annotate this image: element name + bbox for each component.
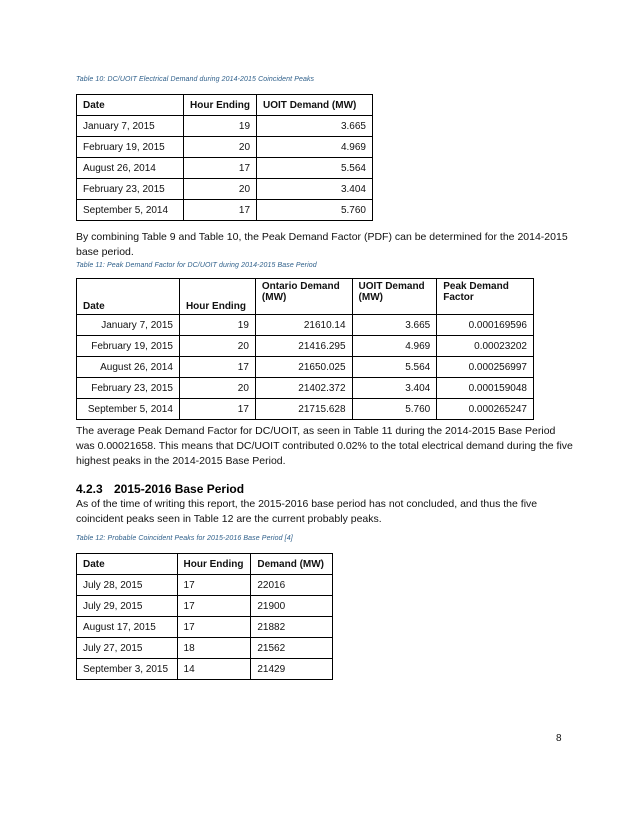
- table-12-caption: Table 12: Probable Coincident Peaks for 2015-2016 Base Period [4]: [76, 535, 293, 542]
- table-row: [77, 596, 333, 617]
- header-hour-ending: Hour Ending: [177, 554, 251, 575]
- section-title: 2015-2016 Base Period: [114, 482, 245, 496]
- header-date: Date: [77, 554, 178, 575]
- cell-uoit-demand: 5.760: [352, 399, 437, 420]
- cell-date: July 28, 2015: [77, 575, 178, 596]
- table-row: [77, 617, 333, 638]
- header-date: Date: [77, 279, 180, 315]
- table-11-caption: Table 11: Peak Demand Factor for DC/UOIT during 2014-2015 Base Period: [76, 262, 317, 269]
- cell-hour: 20: [184, 179, 257, 200]
- cell-hour: 14: [177, 659, 251, 680]
- cell-date: January 7, 2015: [77, 116, 184, 137]
- paragraph-pdf-intro: By combining Table 9 and Table 10, the Peak Demand Factor (PDF) can be determined for the 2014-2015 base period.: [76, 231, 568, 258]
- cell-demand: 5.760: [257, 200, 373, 221]
- table-header-row: [77, 95, 373, 116]
- cell-ontario-demand: 21715.628: [255, 399, 352, 420]
- table-row: [77, 336, 534, 357]
- table-row: [77, 200, 373, 221]
- cell-demand: 22016: [251, 575, 333, 596]
- header-uoit-demand: UOIT Demand (MW): [352, 279, 437, 315]
- cell-date: February 19, 2015: [77, 137, 184, 158]
- cell-demand: 21429: [251, 659, 333, 680]
- cell-date: February 23, 2015: [77, 378, 180, 399]
- cell-uoit-demand: 3.665: [352, 315, 437, 336]
- table-row: [77, 638, 333, 659]
- table-row: [77, 315, 534, 336]
- cell-pdf: 0.000256997: [437, 357, 534, 378]
- cell-hour: 17: [184, 158, 257, 179]
- cell-hour: 17: [177, 575, 251, 596]
- cell-uoit-demand: 4.969: [352, 336, 437, 357]
- cell-hour: 17: [184, 200, 257, 221]
- cell-hour: 20: [179, 378, 255, 399]
- cell-demand: 4.969: [257, 137, 373, 158]
- cell-pdf: 0.000159048: [437, 378, 534, 399]
- cell-pdf: 0.000169596: [437, 315, 534, 336]
- cell-hour: 17: [179, 399, 255, 420]
- cell-date: January 7, 2015: [77, 315, 180, 336]
- cell-hour: 17: [177, 596, 251, 617]
- cell-demand: 3.404: [257, 179, 373, 200]
- cell-ontario-demand: 21650.025: [255, 357, 352, 378]
- header-hour-ending: Hour Ending: [179, 279, 255, 315]
- cell-demand: 3.665: [257, 116, 373, 137]
- header-demand: Demand (MW): [251, 554, 333, 575]
- cell-date: August 26, 2014: [77, 357, 180, 378]
- header-ontario-demand: Ontario Demand (MW): [255, 279, 352, 315]
- cell-uoit-demand: 5.564: [352, 357, 437, 378]
- cell-demand: 21882: [251, 617, 333, 638]
- cell-demand: 21900: [251, 596, 333, 617]
- cell-uoit-demand: 3.404: [352, 378, 437, 399]
- cell-pdf: 0.00023202: [437, 336, 534, 357]
- cell-ontario-demand: 21610.14: [255, 315, 352, 336]
- cell-hour: 20: [179, 336, 255, 357]
- cell-date: August 26, 2014: [77, 158, 184, 179]
- cell-demand: 5.564: [257, 158, 373, 179]
- section-heading: [76, 482, 244, 496]
- cell-pdf: 0.000265247: [437, 399, 534, 420]
- cell-date: July 29, 2015: [77, 596, 178, 617]
- table-11: [76, 278, 534, 420]
- cell-date: September 5, 2014: [77, 200, 184, 221]
- header-date: Date: [77, 95, 184, 116]
- table-12: [76, 553, 333, 680]
- cell-date: July 27, 2015: [77, 638, 178, 659]
- cell-hour: 18: [177, 638, 251, 659]
- table-row: [77, 158, 373, 179]
- cell-date: February 19, 2015: [77, 336, 180, 357]
- cell-hour: 19: [184, 116, 257, 137]
- table-row: [77, 116, 373, 137]
- table-10: [76, 94, 373, 221]
- cell-date: September 5, 2014: [77, 399, 180, 420]
- cell-demand: 21562: [251, 638, 333, 659]
- cell-hour: 17: [179, 357, 255, 378]
- table-row: [77, 378, 534, 399]
- table-header-row: [77, 554, 333, 575]
- table-10-caption: Table 10: DC/UOIT Electrical Demand during 2014-2015 Coincident Peaks: [76, 76, 315, 83]
- cell-date: September 3, 2015: [77, 659, 178, 680]
- table-row: [77, 575, 333, 596]
- table-header-row: [77, 279, 534, 315]
- cell-ontario-demand: 21402.372: [255, 378, 352, 399]
- paragraph-average-pdf: The average Peak Demand Factor for DC/UOIT, as seen in Table 11 during the 2014-2015 Base Period was 0.00021658. This means that DC/UOIT contributed 0.02% to the total electrical demand during the five highest peaks in the 2014-2015 Base Period.: [76, 425, 573, 467]
- table-row: [77, 399, 534, 420]
- table-row: [77, 357, 534, 378]
- paragraph-2015-2016: As of the time of writing this report, the 2015-2016 base period has not concluded, and thus the five coincident peaks seen in Table 12 are the current probably peaks.: [76, 498, 538, 525]
- cell-ontario-demand: 21416.295: [255, 336, 352, 357]
- table-row: [77, 179, 373, 200]
- cell-hour: 19: [179, 315, 255, 336]
- cell-hour: 20: [184, 137, 257, 158]
- cell-date: August 17, 2015: [77, 617, 178, 638]
- header-hour-ending: Hour Ending: [184, 95, 257, 116]
- cell-hour: 17: [177, 617, 251, 638]
- table-row: [77, 659, 333, 680]
- header-peak-demand-factor: Peak Demand Factor: [437, 279, 534, 315]
- table-row: [77, 137, 373, 158]
- cell-date: February 23, 2015: [77, 179, 184, 200]
- page-number: 8: [556, 733, 562, 744]
- header-uoit-demand: UOIT Demand (MW): [257, 95, 373, 116]
- section-number: 4.2.3: [76, 482, 103, 496]
